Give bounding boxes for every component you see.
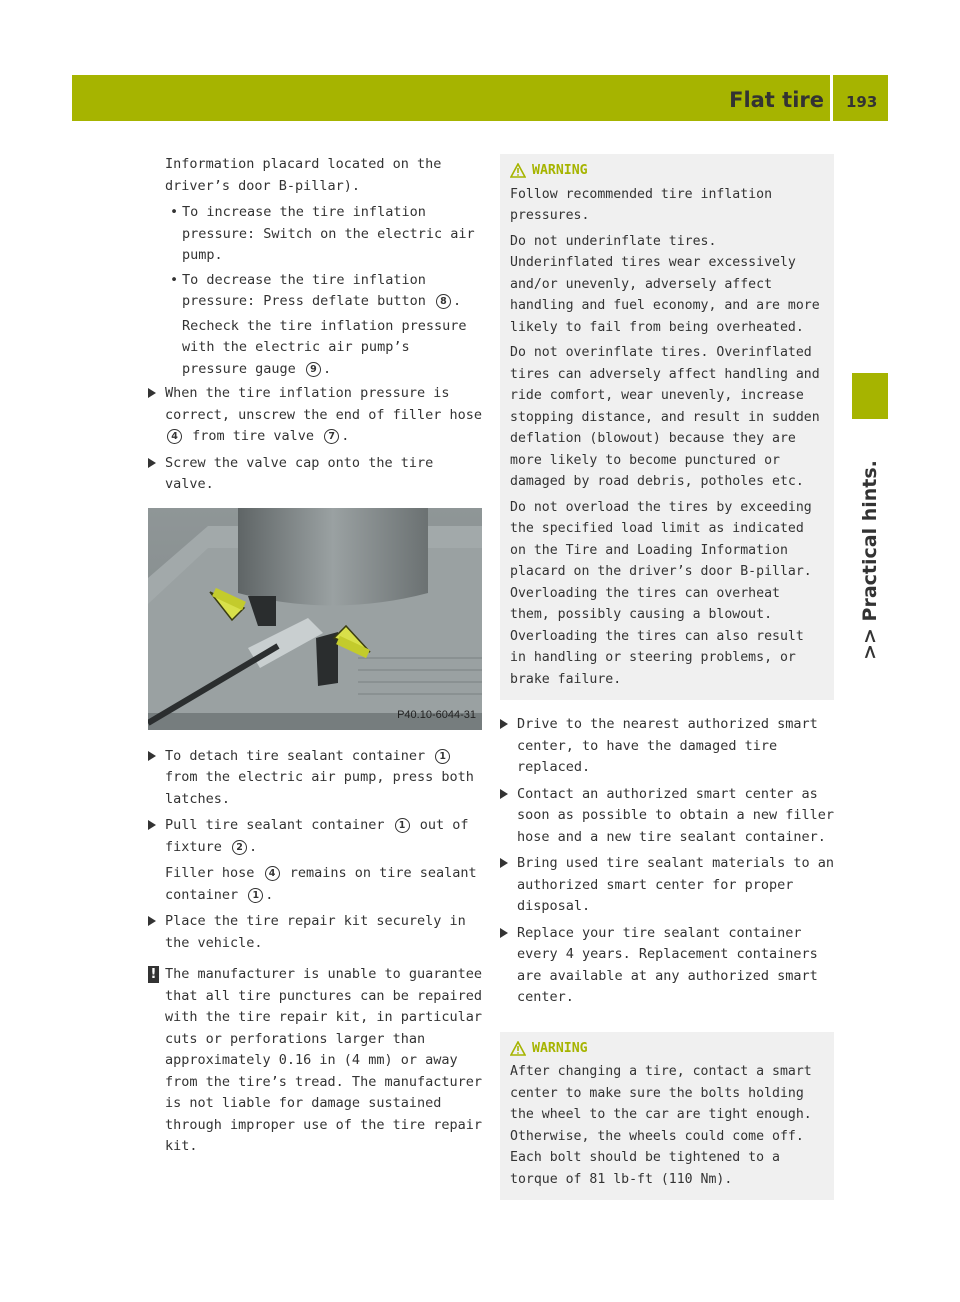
warning-box <box>500 154 834 700</box>
instruction-step: To detach tire sealant container 1 from the electric air pump, press both latches. <box>148 746 482 811</box>
instruction-step: Contact an authorized smart center as soon as possible to obtain a new filler hose and a new tire sealant container. <box>500 784 834 849</box>
instruction-step: Pull tire sealant container 1 out of fixture 2 . <box>148 815 482 858</box>
step-arrow-icon <box>148 458 156 468</box>
instruction-step: Replace your tire sealant container every 4 years. Replacement containers are available at any authorized smart center. <box>500 923 834 1009</box>
warning-triangle-icon <box>510 163 526 178</box>
callout-number-icon: 8 <box>436 294 451 309</box>
bullet-dot-icon: • <box>170 271 179 288</box>
callout-number-icon: 9 <box>306 362 321 377</box>
step-note: Filler hose 4 remains on tire sealant container 1 . <box>165 865 477 903</box>
step-arrow-icon <box>500 789 508 799</box>
callout-number-icon: 1 <box>435 749 450 764</box>
step-arrow-icon <box>148 388 156 398</box>
callout-number-icon: 7 <box>324 429 339 444</box>
left-column <box>148 154 482 1158</box>
callout-number-icon: 1 <box>395 818 410 833</box>
warning-box <box>500 1032 834 1201</box>
instruction-step: Drive to the nearest authorized smart center, to have the damaged tire replaced. <box>500 714 834 779</box>
intro-text: Information placard located on the driver’s door B-pillar). <box>165 156 442 194</box>
section-label: >> Practical hints. <box>859 460 881 660</box>
warning-text: After changing a tire, contact a smart center to make sure the bolts holding the wheel to the car are tight enough. Otherwise, the wheels could come off. Each bolt should be tightened to a torque of 81 lb-ft (110 Nm). <box>510 1064 812 1187</box>
warning-text: Do not underinflate tires. Underinflated tires wear excessively and/or unevenly, adversely affect handling and fuel economy, and are more likely to fail from being overheated. <box>510 233 820 335</box>
instruction-step: When the tire inflation pressure is correct, unscrew the end of filler hose 4 from tire valve 7 . <box>148 383 482 448</box>
header-separator <box>830 75 833 121</box>
step-arrow-icon <box>500 719 508 729</box>
step-arrow-icon <box>148 916 156 926</box>
right-column <box>500 154 834 1200</box>
step-arrow-icon <box>500 928 508 938</box>
notice-paragraph: ! The manufacturer is unable to guarantee that all tire punctures can be repaired with the tire repair kit, in particular cuts or perforations larger than approximately 0.16 in (4 mm) or away from the tire’s tread. The manufacturer is not liable for damage sustained through improper use of the tire repair kit. <box>148 964 482 1158</box>
instruction-step: Place the tire repair kit securely in the vehicle. <box>148 911 482 954</box>
bullet-dot-icon: • <box>170 204 179 220</box>
callout-number-icon: 4 <box>265 866 280 881</box>
warning-text: Follow recommended tire inflation pressures. <box>510 186 773 223</box>
warning-triangle-icon <box>510 1041 526 1056</box>
side-tab-marker <box>852 373 888 419</box>
illustration-pump-latches <box>148 508 482 730</box>
warning-text: Do not overload the tires by exceeding the specified load limit as indicated on the Tire and Loading Information placard on the driver’s door B-pillar. Overloading the tires can overheat them, possibly causing a blowout. Overloading the tires can also result in handling or steering problems, or brake failure. <box>510 499 812 687</box>
bullet-item: • To increase the tire inflation pressure: Switch on the electric air pump. <box>170 204 475 263</box>
step-arrow-icon <box>148 751 156 761</box>
callout-number-icon: 4 <box>167 429 182 444</box>
warning-heading: WARNING <box>510 1038 826 1060</box>
page-title: Flat tire <box>729 88 824 112</box>
warning-text: Do not overinflate tires. Overinflated tires can adversely affect handling and ride comfort, wear unevenly, increase stopping distance, and result in sudden deflation (blowout) because they are more likely to become punctured or damaged by road debris, potholes etc. <box>510 345 820 489</box>
step-arrow-icon <box>500 858 508 868</box>
bullet-item: • To decrease the tire inflation pressure: Press deflate button 8 . <box>170 271 462 309</box>
instruction-step: Screw the valve cap onto the tire valve. <box>148 453 482 496</box>
warning-heading: WARNING <box>510 160 826 182</box>
callout-number-icon: 1 <box>248 888 263 903</box>
callout-number-icon: 2 <box>232 840 247 855</box>
exclamation-icon: ! <box>148 966 159 983</box>
page-number: 193 <box>846 93 878 111</box>
instruction-step: Bring used tire sealant materials to an authorized smart center for proper disposal. <box>500 853 834 918</box>
figure-code: P40.10-6044-31 <box>397 709 476 721</box>
step-arrow-icon <box>148 820 156 830</box>
pump-illustration-svg <box>148 508 482 730</box>
bullet-continuation: Recheck the tire inflation pressure with the electric air pump’s pressure gauge 9 . <box>182 317 467 377</box>
